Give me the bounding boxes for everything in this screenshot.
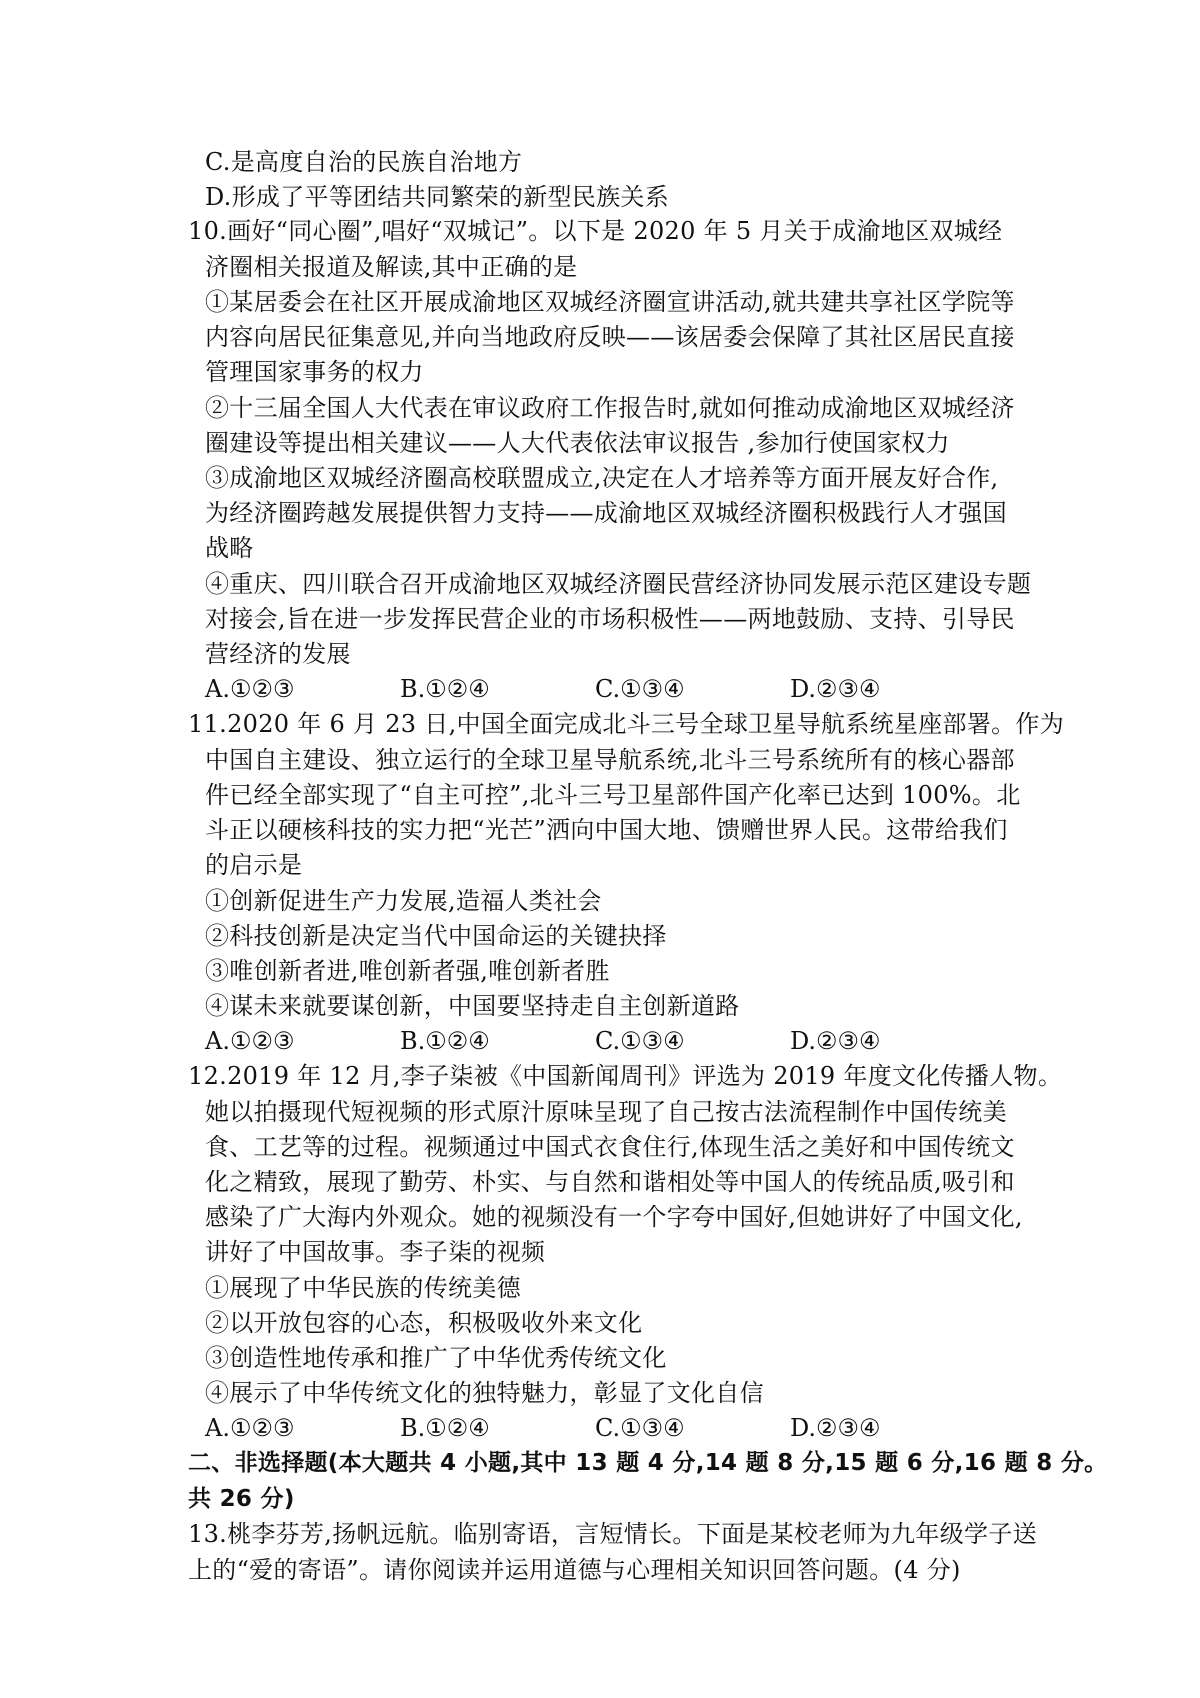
q9-option-c: C.是高度自治的民族自治地方	[205, 148, 523, 176]
q12-option-c: C.①③④	[595, 1414, 685, 1442]
q11-item-2: ②科技创新是决定当代中国命运的关键抉择	[205, 922, 667, 950]
q11-item-4: ④谋未来就要谋创新，中国要坚持走自主创新道路	[205, 992, 740, 1020]
q10-option-b: B.①②④	[400, 675, 490, 703]
q13-stem-line-1: 13.桃李芬芳,扬帆远航。临别寄语，言短情长。下面是某校老师为九年级学子送	[188, 1520, 1037, 1548]
q10-item-4-line-2: 对接会,旨在进一步发挥民营企业的市场积极性——两地鼓励、支持、引导民	[205, 605, 1015, 633]
q10-option-c: C.①③④	[595, 675, 685, 703]
q12-option-d: D.②③④	[790, 1414, 881, 1442]
q12-item-4: ④展示了中华传统文化的独特魅力，彰显了文化自信	[205, 1379, 764, 1407]
section-2-heading-line-1: 二、非选择题(本大题共 4 小题,其中 13 题 4 分,14 题 8 分,15 题 6 分,16 题 8 分。	[188, 1450, 1108, 1476]
q12-stem-line-5: 感染了广大海内外观众。她的视频没有一个字夸中国好,但她讲好了中国文化,	[205, 1203, 1023, 1231]
q11-stem-line-3: 件已经全部实现了“自主可控”,北斗三号卫星部件国产化率已达到 100%。北	[205, 781, 1021, 809]
q10-item-4-line-3: 营经济的发展	[205, 640, 351, 668]
q11-option-c: C.①③④	[595, 1027, 685, 1055]
q11-option-b: B.①②④	[400, 1027, 490, 1055]
q12-stem-line-4: 化之精致，展现了勤劳、朴实、与自然和谐相处等中国人的传统品质,吸引和	[205, 1168, 1015, 1196]
q12-option-a: A.①②③	[205, 1414, 295, 1442]
q10-option-d: D.②③④	[790, 675, 881, 703]
q10-item-4-line-1: ④重庆、四川联合召开成渝地区双城经济圈民营经济协同发展示范区建设专题	[205, 570, 1032, 598]
q11-item-1: ①创新促进生产力发展,造福人类社会	[205, 887, 602, 915]
q10-item-2-line-1: ②十三届全国人大代表在审议政府工作报告时,就如何推动成渝地区双城经济	[205, 394, 1015, 422]
q12-option-b: B.①②④	[400, 1414, 490, 1442]
q10-option-a: A.①②③	[205, 675, 295, 703]
q10-item-1-line-1: ①某居委会在社区开展成渝地区双城经济圈宣讲活动,就共建共享社区学院等	[205, 288, 1015, 316]
q12-stem-line-1: 12.2019 年 12 月,李子柒被《中国新闻周刊》评选为 2019 年度文化传播人物。	[188, 1062, 1063, 1090]
q9-option-d: D.形成了平等团结共同繁荣的新型民族关系	[205, 183, 670, 211]
q10-item-3-line-1: ③成渝地区双城经济圈高校联盟成立,决定在人才培养等方面开展友好合作,	[205, 464, 999, 492]
q11-option-d: D.②③④	[790, 1027, 881, 1055]
q11-option-a: A.①②③	[205, 1027, 295, 1055]
q10-item-3-line-3: 战略	[205, 534, 254, 562]
q13-stem-line-2: 上的“爱的寄语”。请你阅读并运用道德与心理相关知识回答问题。(4 分)	[188, 1556, 961, 1584]
q12-item-2: ②以开放包容的心态，积极吸收外来文化	[205, 1309, 643, 1337]
q10-item-1-line-3: 管理国家事务的权力	[205, 358, 424, 386]
q10-item-3-line-2: 为经济圈跨越发展提供智力支持——成渝地区双城经济圈积极践行人才强国	[205, 499, 1007, 527]
q11-stem-line-5: 的启示是	[205, 851, 303, 879]
section-2-heading-line-2: 共 26 分)	[188, 1486, 295, 1512]
q12-item-1: ①展现了中华民族的传统美德	[205, 1274, 521, 1302]
q11-stem-line-4: 斗正以硬核科技的实力把“光芒”洒向中国大地、馈赠世界人民。这带给我们	[205, 816, 1008, 844]
q12-stem-line-6: 讲好了中国故事。李子柒的视频	[205, 1238, 546, 1266]
q11-item-3: ③唯创新者进,唯创新者强,唯创新者胜	[205, 957, 610, 985]
q10-item-2-line-2: 圈建设等提出相关建议——人大代表依法审议报告 ,参加行使国家权力	[205, 429, 950, 457]
q12-stem-line-3: 食、工艺等的过程。视频通过中国式衣食住行,体现生活之美好和中国传统文	[205, 1133, 1015, 1161]
q10-item-1-line-2: 内容向居民征集意见,并向当地政府反映——该居委会保障了其社区居民直接	[205, 323, 1015, 351]
q10-stem-line-2: 济圈相关报道及解读,其中正确的是	[205, 253, 578, 281]
q12-item-3: ③创造性地传承和推广了中华优秀传统文化	[205, 1344, 667, 1372]
q11-stem-line-1: 11.2020 年 6 月 23 日,中国全面完成北斗三号全球卫星导航系统星座部署。作为	[188, 710, 1065, 738]
q12-stem-line-2: 她以拍摄现代短视频的形式原汁原味呈现了自己按古法流程制作中国传统美	[205, 1098, 1007, 1126]
q10-stem-line-1: 10.画好“同心圈”,唱好“双城记”。以下是 2020 年 5 月关于成渝地区双城经	[188, 217, 1003, 245]
q11-stem-line-2: 中国自主建设、独立运行的全球卫星导航系统,北斗三号系统所有的核心器部	[205, 746, 1015, 774]
